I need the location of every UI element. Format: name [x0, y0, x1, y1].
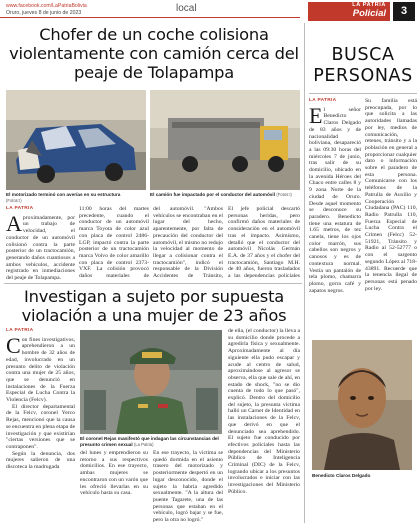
paragraph: de ella, (el conductor) la lleva a su domicilio donde procede a agredirla física y sexualmente. Aproximadamente al día siguiente ella pudo escapar y acude al centro de salud, aproximándose al agresor se observa, ella que sale de ahí, en estado de shock, "no se dio cuenta de todo lo que pasó", explicó. Dentro del domicilio del sujeto, la presunta víctima halló un Carnet de Identidad en las instalaciones de la Felcv, que derivó en que el denunciado sea aprehendido. El sujeto fue conducido por efectivos policiales hasta las dependencias del Ministerio Público de Inteligencia Criminal (DIC) de la Felcv, logrando ubicar a los presuntos involucrados e iniciar con las investigaciones del Ministerio Público. — [228, 328, 300, 495]
story3-column-1 — [309, 98, 361, 302]
story1-kicker: LA PATRIA — [6, 206, 34, 211]
story2-column-1 — [6, 328, 75, 524]
story1-photo-truck — [150, 90, 300, 190]
paragraph: on fines investigativos, aprehendieron a un hombre de 32 años de edad, involucrado en un presunto delito de violación contra una mujer de 25 años, que se denunció en instalaciones de la Fuerza Especial de Lucha Contra la Violencia (Felcv). — [6, 336, 75, 404]
edition-date: Oruro, jueves 8 de junio de 2023 — [6, 9, 82, 16]
story1-column-1 — [6, 206, 75, 280]
newspaper-logo — [308, 2, 390, 21]
paragraph: proximadamente, por un trabajo de velocidad, el conductor de un automóvil colisionó contra la parte posterior de un tractocamión, generando daños cuantiosos a ambos vehículos, accidente registrado en inmediaciones del peaje de Tolapampa. — [6, 214, 75, 280]
section-label: local — [176, 3, 197, 14]
crashed-car-image — [6, 90, 146, 190]
paragraph: l señor Benedicto Claros Delgado de 83 años y de nacionalidad boliviana, desapareció a las 09:30 horas del miércoles 7 de junio, tras salir de su domicilio, ubicado en la avenida Héroes del Chaco entre calles 8 y 9 zona Norte de la ciudad de Oruro. Desde aquel momento se desconoce su paradero. Benedicto tiene una estatura de 1.65 metros, de tez canela, tiene los ojos color marrón, sus cabellos son negros y canosos y es de contextura normal. Vestía un pantalón de tela plomo, chamarra plomo, gorra café y zapatos negros. — [309, 106, 361, 294]
paragraph: 11:00 horas del martes precedente, cuando el conductor de un automóvil marca Toyota de color azul con placa de control 2486-LGP, impactó contra la parte posterior de un tractocamión marca Volvo de color amarillo con placa de control 2373-VXF. La colisión provocó daños materiales de — [79, 206, 149, 280]
page-number: 3 — [393, 2, 415, 21]
story3-kicker: LA PATRIA — [309, 98, 337, 103]
story2-kicker: LA PATRIA — [6, 328, 34, 333]
caption-text: El camión fue impactado por el conductor del automóvil — [150, 192, 276, 197]
header-divider — [0, 17, 300, 18]
logo-name: LA PATRIA — [352, 2, 386, 8]
missing-person-photo — [312, 340, 412, 470]
story1-photo-car — [6, 90, 146, 190]
paragraph: El jefe policial descartó personas heridas, pero confirmó daños materiales de consideración en el automóvil tras el impacto. Asimismo, detalló que el conductor del automóvil Nicolás Germán E.A. de 37 años y el chofer del tractocamión, Santiago M.H. de 40 años, fueron trasladados a las dependencias policiales — [228, 206, 300, 280]
paragraph: del automóvil. "Ambos vehículos se encontraban en el lugar del hecho, aparentemente, por falta de precaución del conductor del automóvil, el mismo no redujo la velocidad al momento de llegar a colisionar contra el tractocamión", indicó el responsable de la División Accidentes de Tránsito, — [153, 206, 223, 280]
police-officer-image — [80, 330, 222, 434]
story3-column-2 — [365, 98, 417, 302]
photo-credit: (Fotos:I) — [276, 192, 292, 197]
story1-column-2 — [79, 206, 149, 280]
truck-image — [150, 90, 300, 190]
caption-text: Benedicto Claros Delgado — [312, 473, 371, 478]
paragraph: Según la denuncia, dos mujeres salieron de una discoteca la madrugada — [6, 450, 75, 471]
story2-column-4 — [228, 328, 300, 524]
story3-rule — [309, 93, 417, 94]
story-divider — [4, 283, 302, 284]
portrait-image — [312, 340, 412, 470]
story1-headline: Chofer de un coche colisiona violentamente con camión cerca del peaje de Tolapampa — [9, 25, 299, 82]
story1-column-3 — [153, 206, 223, 280]
paragraph: En ese trayecto, la víctima se quedó dormida en el asiento trasero del motorizado y posteriormente despertó en un lugar desconocido, donde el sujeto la habría agredido sexualmente. "A la altura del puente Tagarete, una de las personas que estaban en el vehículo, logró bajar y se fue, pero la otra no logró." — [153, 450, 223, 524]
story1-column-4 — [228, 206, 300, 280]
caption-text: El coronel Rejas manifestó que indagan las circunstancias del presunto crimen sexual — [80, 436, 219, 447]
story3-headline: BUSCA PERSONAS — [313, 45, 413, 86]
story2-dropcap: C — [6, 332, 21, 358]
paragraph: El director departamental de la Felcv, coronel Yerco Rejas, mencionó que la causa se encuentra en plena etapa de investigación y que existirían "ciertas versiones que se contraponen". — [6, 403, 75, 450]
caption-text: El motorizado terminó con averías en su estructura — [6, 192, 121, 197]
paragraph: Su familia está preocupada, por lo que solicita a las autoridades llamadas por ley, medios de comunicación, retenes, tránsito y a la población en general a proporcionar cualquier dato o información sobre el paradero de esta persona. Comunicarse con los teléfonos de la Patrulla de Auxilio y Cooperación Ciudadana (PAC) 110, Radio Patrulla 110, Fuerza Especial de Lucha Contra el Crimen (Felcc) 52-51921, Tránsito y Radio al 52-52777 o con el sargento segundo López al 718-43891. Recuerde que la tenencia ilegal de personas está penado por ley. — [365, 98, 417, 292]
story3-dropcap: E — [309, 102, 323, 128]
story2-column-3 — [153, 450, 223, 524]
story2-column-2 — [80, 450, 148, 524]
photo-credit: (La Patria) — [133, 441, 154, 447]
paragraph: del lunes y emprendieron su retorno a sus respectivos domicilios. En ese trayecto, ambas mujeres se encontraron con un varón que les ofreció llevarlas en su vehículo hasta su casa. — [80, 450, 148, 497]
story2-headline: Investigan a sujeto por supuesta violación a una mujer de 23 años — [21, 287, 287, 325]
missing-person-caption — [312, 473, 412, 479]
story1-photo2-caption — [150, 192, 300, 198]
photo-credit: (Fotos:I) — [6, 197, 22, 203]
story1-photo1-caption — [6, 192, 146, 203]
website-link[interactable]: www.facebook.com/LaPatriaBolivia — [6, 3, 87, 9]
story1-dropcap: A — [6, 210, 22, 236]
story2-photo-officer — [80, 330, 222, 434]
story2-photo-caption — [80, 436, 222, 447]
logo-section: Policial — [352, 8, 386, 19]
column-divider — [304, 23, 305, 523]
